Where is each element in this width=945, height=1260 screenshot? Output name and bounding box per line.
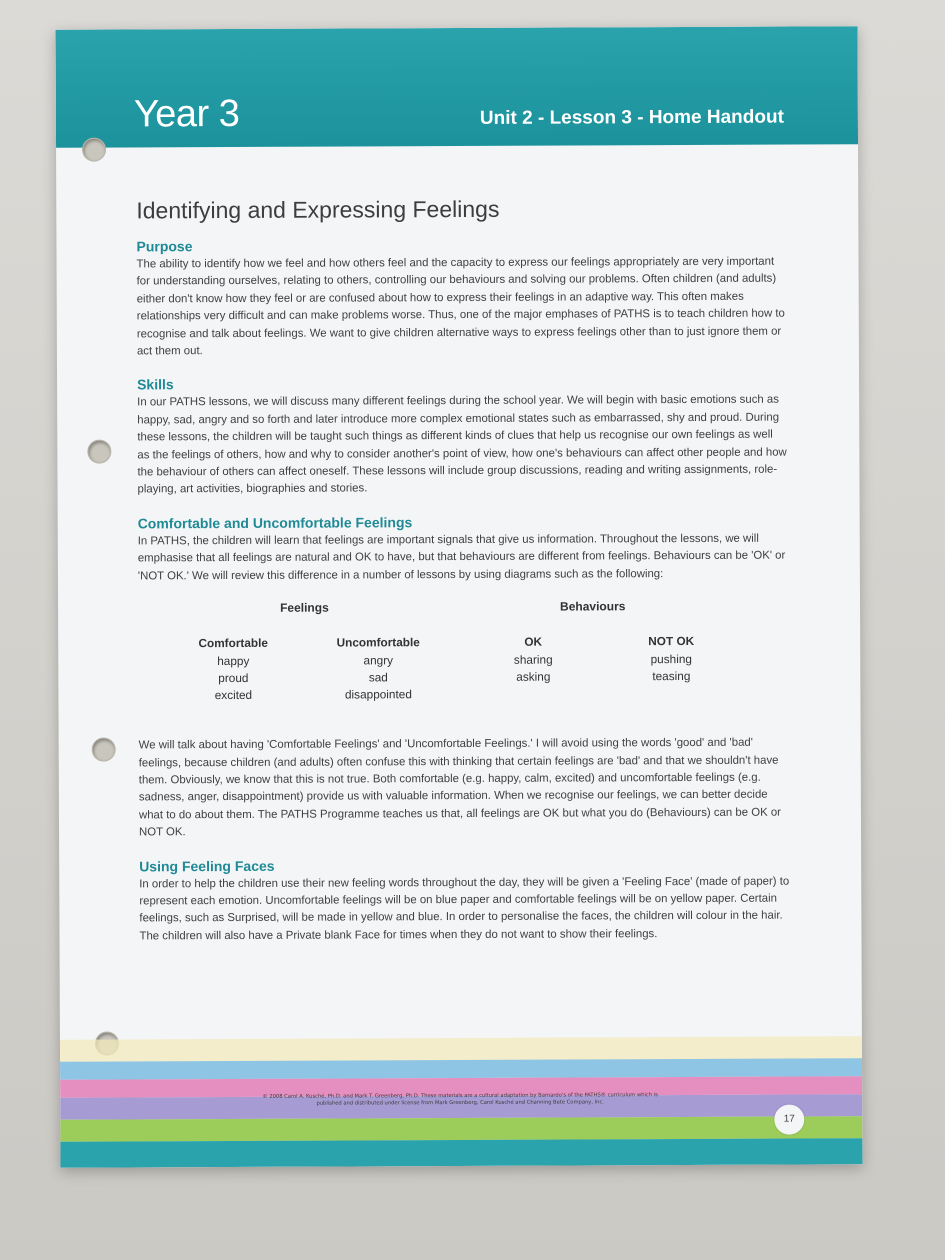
section-heading-feeling-faces: Using Feeling Faces (139, 857, 275, 874)
feeling-word: proud (218, 671, 249, 686)
comfortable-text: In PATHS, the children will learn that feelings are important signals that give us information. Throughout the lessons, we will emphasise that all feelings are natural and OK to have, but that behaviours are different from feelings. Behaviours can be 'OK' or 'NOT OK.' We will review this difference in a number of lessons by using diagrams such as the following: (137, 532, 786, 583)
column-heading: NOT OK (648, 634, 695, 649)
year-title: Year 3 (133, 92, 240, 136)
column-heading: Comfortable (198, 635, 268, 651)
document-body (136, 195, 789, 962)
feeling-word: excited (214, 687, 253, 703)
behaviour-word: pushing (650, 652, 692, 667)
unit-lesson-title: Unit 2 - Lesson 3 - Home Handout (479, 106, 784, 129)
feeling-word: happy (217, 654, 250, 669)
copyright-line: published and distributed under license from Mark Greenberg, Carol Kusché and Channing Bete Company, Inc. (316, 1099, 604, 1107)
not-ok-behaviours-column (626, 633, 716, 685)
feeling-word: disappointed (344, 687, 412, 702)
skills-text: In our PATHS lessons, we will discuss many different feelings during the school year. We will begin with basic emotions such as happy, sad, angry and so forth and later introduce more complex emotional states such as embarrassed, shy and proud. During these lessons, the children will be taught such things as different kinds of clues that help us recognise our own feelings as well as the feelings of others, how and why to consider another's point of view, how one's behaviours can affect other people and how the behaviour of others can affect oneself. These lessons will include group discussions, reading and writing assignments, role-playing, art activities, biographies and stories. (137, 394, 787, 496)
page-number: 17 (774, 1104, 804, 1134)
column-heading: OK (524, 634, 543, 649)
behaviour-word: sharing (513, 652, 553, 667)
section-heading-skills: Skills (137, 376, 174, 393)
column-heading: Uncomfortable (336, 635, 420, 650)
handout-page (56, 26, 863, 1167)
document-title: Identifying and Expressing Feelings (136, 195, 500, 224)
punch-hole (82, 138, 106, 162)
ok-behaviours-column (488, 634, 578, 686)
feeling-word: sad (368, 670, 388, 685)
stripe-teal (60, 1138, 862, 1167)
behaviours-heading: Behaviours (560, 599, 626, 614)
behaviour-word: asking (516, 669, 551, 684)
copyright-notice (220, 1092, 700, 1108)
header-banner (56, 26, 859, 147)
section-heading-comfortable: Comfortable and Uncomfortable Feelings (137, 514, 413, 532)
copyright-line: © 2008 Carol A. Kusché, Ph.D. and Mark T. Greenberg, Ph.D. These materials are a cultural adaptation by Barnardo's of the PATHS® curriculum which is (262, 1092, 658, 1100)
punch-hole (87, 440, 111, 464)
comfortable-column (178, 635, 288, 704)
uncomfortable-column (318, 634, 438, 704)
comfortable-followup-text: We will talk about having 'Comfortable Feelings' and 'Uncomfortable Feelings.' I will avoid using the words 'good' and 'bad' feelings, because children (and adults) often confuse this with thinking that certain feelings are 'bad' and that we shouldn't have them. Obviously, we know that this is not true. Both comfortable (e.g. happy, calm, excited) and uncomfortable feelings (e.g. sadness, anger, disappointment) provide us with valuable information. When we recognise our feelings, we can better decide what to do about them. The PATHS Programme teaches us that, all feelings are OK but what you do (Behaviours) can be OK or NOT OK. (138, 736, 781, 839)
feelings-behaviours-diagram (138, 589, 789, 722)
feeling-word: angry (363, 653, 394, 668)
punch-hole (92, 737, 116, 761)
feelings-heading: Feelings (280, 600, 329, 615)
section-heading-purpose: Purpose (136, 238, 193, 255)
behaviour-word: teasing (652, 669, 691, 684)
purpose-text: The ability to identify how we feel and how others feel and the capacity to express our feelings appropriately are very important for understanding ourselves, relating to others, controlling our behaviours and solving our problems. Often children (and adults) either don't know how they feel or are confused about how to express their feelings in an adaptive way. This often makes relationships very difficult and can make problems worse. Thus, one of the major emphases of PATHS is to teach children how to recognise and talk about feelings. We want to give children alternative ways to express feelings other than to just ignore them or act them out. (136, 255, 785, 358)
feeling-faces-text: In order to help the children use their new feeling words throughout the day, they will be given a 'Feeling Face' (made of paper) to represent each emotion. Uncomfortable feelings will be on blue paper and comfortable feelings will be on yellow paper. Certain feelings, such as Surprised, will be made in yellow and blue. In order to personalise the faces, the children will colour in the hair. The children will also have a Private blank Face for times when they do not want to show their feelings. (139, 875, 790, 943)
